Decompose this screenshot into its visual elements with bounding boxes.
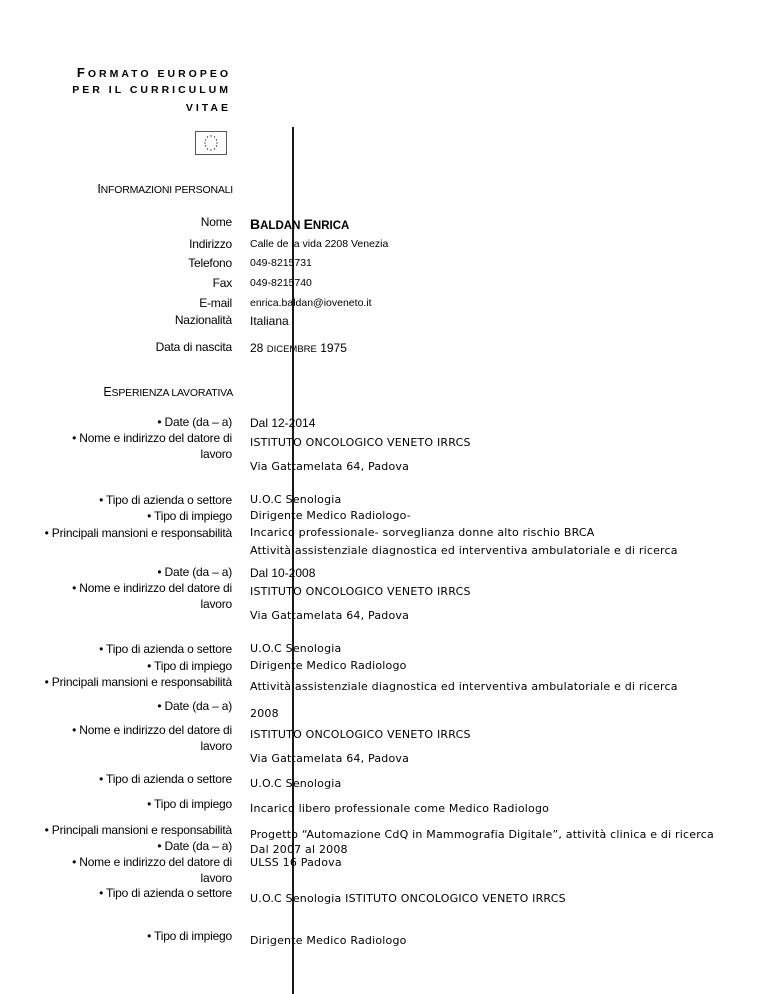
entry-duties: Attività assistenziale diagnostica ed interventiva ambulatoriale e di ricerca xyxy=(250,544,678,557)
entry-employer: ISTITUTO ONCOLOGICO VENETO IRRCS xyxy=(250,436,471,449)
birth-year: 1975 xyxy=(320,341,347,355)
label-date: • Date (da – a) xyxy=(157,839,232,853)
label-indirizzo: Indirizzo xyxy=(189,237,232,251)
label-fax: Fax xyxy=(212,276,232,290)
value-data-nascita xyxy=(250,341,347,355)
value-indirizzo: Calle de la vida 2208 Venezia xyxy=(250,238,389,250)
heading-rest: NFORMAZIONI PERSONALI xyxy=(100,184,233,196)
entry-job: Dirigente Medico Radiologo xyxy=(250,659,407,672)
firstname-initial: E xyxy=(303,216,313,232)
eu-flag-logo xyxy=(195,131,227,155)
entry-sector: U.O.C Senologia xyxy=(250,493,342,506)
label-job: • Tipo di impiego xyxy=(147,929,232,943)
label-date: • Date (da – a) xyxy=(157,699,232,713)
label-duties: • Principali mansioni e responsabilità xyxy=(44,526,232,540)
heading-initial: I xyxy=(97,182,101,196)
heading-rest: SPERIENZA LAVORATIVA xyxy=(111,387,233,399)
value-fax: 049-8215740 xyxy=(250,277,312,289)
label-email: E-mail xyxy=(199,296,232,310)
entry-address: Via Gattamelata 64, Padova xyxy=(250,460,410,473)
entry-address: Via Gattamelata 64, Padova xyxy=(250,752,410,765)
entry-employer: ISTITUTO ONCOLOGICO VENETO IRRCS xyxy=(250,728,471,741)
entry-date: Dal 10-2008 xyxy=(250,566,316,580)
heading-initial: E xyxy=(103,385,112,399)
label-employer: • Nome e indirizzo del datore di lavoro xyxy=(72,431,232,461)
label-sector: • Tipo di azienda o settore xyxy=(99,772,232,786)
value-nazionalita: Italiana xyxy=(250,314,289,328)
value-nome xyxy=(250,216,349,232)
value-telefono: 049-8215731 xyxy=(250,257,312,269)
label-date: • Date (da – a) xyxy=(157,415,232,429)
name-initial: B xyxy=(250,216,261,232)
label-employer: • Nome e indirizzo del datore di lavoro xyxy=(72,581,232,611)
label-nazionalita: Nazionalità xyxy=(174,313,232,327)
entry-address: Via Gattamelata 64, Padova xyxy=(250,609,410,622)
label-sector: • Tipo di azienda o settore xyxy=(99,642,232,656)
entry-employer: ISTITUTO ONCOLOGICO VENETO IRRCS xyxy=(250,585,471,598)
label-date: • Date (da – a) xyxy=(157,565,232,579)
birth-month: DICEMBRE xyxy=(266,344,317,355)
entry-job: Dirigente Medico Radiologo xyxy=(250,934,407,947)
label-telefono: Telefono xyxy=(188,256,232,270)
section-heading-experience xyxy=(0,385,233,399)
value-email[interactable]: enrica.baldan@ioveneto.it xyxy=(250,297,372,309)
label-sector: • Tipo di azienda o settore xyxy=(99,493,232,507)
entry-duties: Progetto “Automazione CdQ in Mammografia Digitale”, attività clinica e di ricerca xyxy=(250,828,714,841)
cv-title-line-1 xyxy=(77,65,231,80)
label-duties: • Principali mansioni e responsabilità xyxy=(44,675,232,689)
label-job: • Tipo di impiego xyxy=(147,509,232,523)
label-employer: • Nome e indirizzo del datore di lavoro xyxy=(72,855,232,885)
label-sector: • Tipo di azienda o settore xyxy=(99,886,232,900)
eu-stars-icon xyxy=(196,132,226,154)
label-duties: • Principali mansioni e responsabilità xyxy=(44,823,232,837)
entry-job: Incarico libero professionale come Medico Radiologo xyxy=(250,802,550,815)
label-job: • Tipo di impiego xyxy=(147,659,232,673)
entry-employer: ULSS 16 Padova xyxy=(250,856,342,869)
label-employer: • Nome e indirizzo del datore di lavoro xyxy=(72,723,232,753)
entry-sector: U.O.C Senologia xyxy=(250,642,342,655)
firstname-rest: NRICA xyxy=(312,220,350,232)
label-job: • Tipo di impiego xyxy=(147,797,232,811)
cv-title-initial: F xyxy=(76,65,88,80)
label-data-nascita: Data di nascita xyxy=(155,340,232,354)
entry-date: Dal 2007 al 2008 xyxy=(250,843,348,856)
entry-sector: U.O.C Senologia xyxy=(250,777,342,790)
label-nome: Nome xyxy=(200,215,232,229)
entry-job: Dirigente Medico Radiologo- xyxy=(250,509,411,522)
entry-date: Dal 12-2014 xyxy=(250,416,316,430)
entry-date: 2008 xyxy=(250,707,279,720)
name-rest: ALDAN xyxy=(260,220,304,232)
entry-duties: Attività assistenziale diagnostica ed interventiva ambulatoriale e di ricerca xyxy=(250,680,678,693)
cv-title-rest: ORMATO EUROPEO xyxy=(87,68,231,80)
birth-day: 28 xyxy=(250,341,264,355)
cv-title-line-3: VITAE xyxy=(185,102,231,114)
section-heading-personal xyxy=(0,182,233,196)
entry-sector: U.O.C Senologia ISTITUTO ONCOLOGICO VENETO IRRCS xyxy=(250,892,566,905)
entry-job-detail: Incarico professionale- sorveglianza donne alto rischio BRCA xyxy=(250,526,595,539)
cv-title-line-2: PER IL CURRICULUM xyxy=(72,84,231,96)
